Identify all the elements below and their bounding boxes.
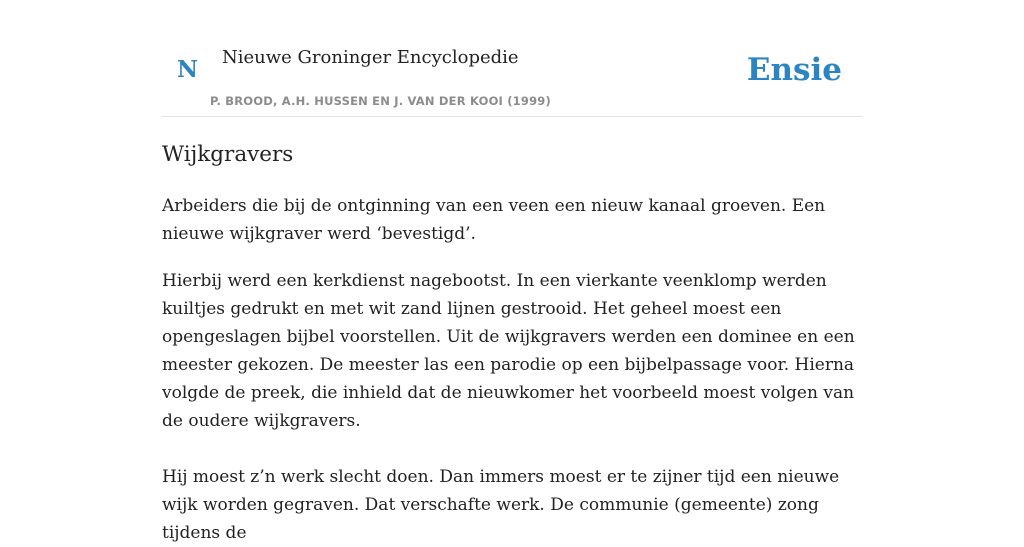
article-paragraph: Hij moest z’n werk slecht doen. Dan immers moest er te zijner tijd een nieuwe wijk worden gegraven. Dat verschafte werk. De communie (gemeente) zong tijdens de	[162, 467, 840, 543]
encyclopedia-header	[162, 0, 862, 117]
article-content	[162, 138, 862, 547]
article-title: Wijkgravers	[162, 142, 294, 167]
encyclopedia-title[interactable]: Nieuwe Groninger Encyclopedie	[222, 47, 519, 68]
encyclopedia-logo[interactable]: N	[177, 56, 199, 83]
encyclopedia-authors: P. BROOD, A.H. HUSSEN EN J. VAN DER KOOI (1999)	[210, 94, 551, 108]
ensie-brand-logo[interactable]: Ensie	[746, 52, 842, 88]
article-paragraph: Arbeiders die bij de ontginning van een veen een nieuw kanaal groeven. Een nieuwe wijkgraver werd ‘bevestigd’.	[162, 196, 826, 244]
article-paragraph: Hierbij werd een kerkdienst nagebootst. In een vierkante veenklomp werden kuiltjes gedrukt en met wit zand lijnen gestrooid. Het geheel moest een opengeslagen bijbel voorstellen. Uit de wijkgravers werden een dominee en een meester gekozen. De meester las een parodie op een bijbelpassage voor. Hierna volgde de preek, die inhield dat de nieuwkomer het voorbeeld moest volgen van de oudere wijkgravers.	[162, 271, 855, 431]
